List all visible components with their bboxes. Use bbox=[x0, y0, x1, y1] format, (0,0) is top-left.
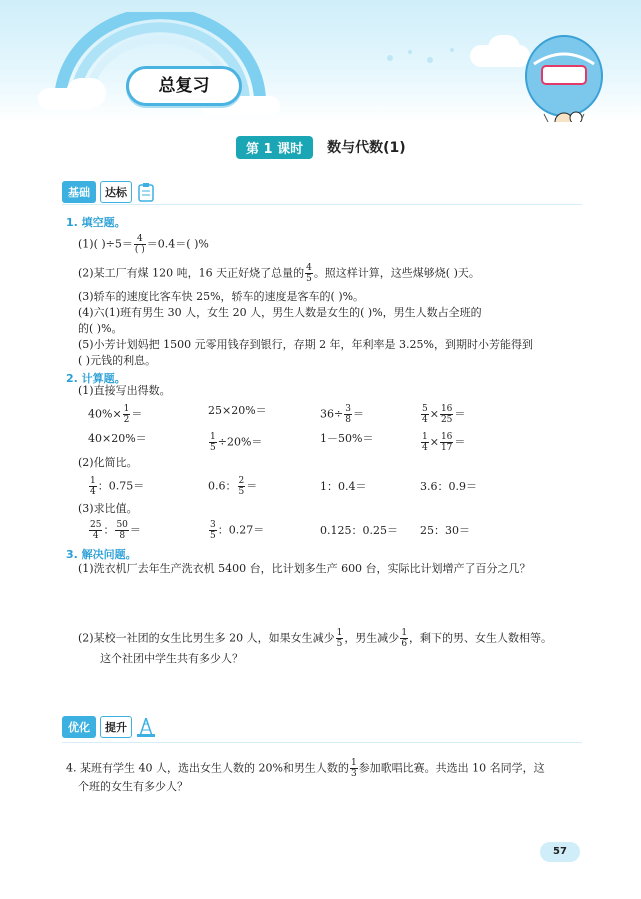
question-line: (5)小芳计划妈把 1500 元零用钱存到银行，存期 2 年，年利率是 3.25%，到期时小芳能得到 bbox=[78, 338, 533, 351]
clipboard-icon bbox=[136, 182, 156, 202]
question-line: 的( )%。 bbox=[78, 322, 123, 335]
question-line: ( )元钱的利息。 bbox=[78, 354, 157, 367]
lesson-header bbox=[236, 136, 406, 158]
section-tag-label: 达标 bbox=[100, 181, 132, 203]
calc-item: 40%× $\frac{1}{2}$ ＝ bbox=[88, 404, 143, 425]
question-line: (1)( )÷5＝ $\frac{4}{( )}$ ＝0.4＝( )% bbox=[78, 234, 209, 255]
question-heading: 2. 计算题。 bbox=[66, 372, 126, 385]
calc-item: 25：30＝ bbox=[420, 524, 470, 537]
calc-item: 36÷ $\frac{3}{8}$ ＝ bbox=[320, 404, 364, 425]
lesson-title: 数与代数(1) bbox=[327, 140, 406, 156]
ladder-icon bbox=[136, 716, 156, 738]
section-tag-label: 优化 bbox=[62, 716, 96, 738]
calc-item: 0.125：0.25＝ bbox=[320, 524, 398, 537]
section-basic-tag bbox=[62, 181, 156, 203]
section-advance-tag bbox=[62, 716, 156, 738]
balloon-mascot-icon bbox=[522, 34, 622, 122]
question-heading: 1. 填空题。 bbox=[66, 216, 126, 229]
page-number: 57 bbox=[540, 842, 580, 862]
question-line: (1)洗衣机厂去年生产洗衣机 5400 台，比计划多生产 600 台，实际比计划增产了百分之几？ bbox=[78, 562, 531, 575]
lesson-badge: 第 1 课时 bbox=[236, 136, 313, 159]
section-divider bbox=[62, 742, 582, 743]
question-line: 4. 某班有学生 40 人，选出女生人数的 20%和男生人数的 $\frac{1}{3}$ 参加歌唱比赛。共选出 10 名同学，这 bbox=[66, 758, 545, 779]
subquestion-label: (3)求比值。 bbox=[78, 502, 138, 515]
page-title: 总复习 bbox=[126, 66, 242, 106]
calc-item: 25×20%＝ bbox=[208, 404, 267, 417]
calc-item: $\frac{5}{4}$ × $\frac{16}{25}$ ＝ bbox=[422, 404, 466, 425]
calc-item: 1：0.4＝ bbox=[320, 480, 367, 493]
calc-item: 0.6： $\frac{2}{5}$ ＝ bbox=[208, 476, 258, 497]
calc-item: $\frac{1}{4}$ ：0.75＝ bbox=[90, 476, 145, 497]
question-line: (2)某校一社团的女生比男生多 20 人，如果女生减少 $\frac{1}{5}$ ，男生减少 $\frac{1}{6}$ ，剩下的男、女生人数相等。 bbox=[78, 628, 553, 649]
section-tag-label: 基础 bbox=[62, 181, 96, 203]
page-header bbox=[0, 0, 641, 122]
section-divider bbox=[62, 204, 582, 205]
question-heading: 3. 解决问题。 bbox=[66, 548, 137, 561]
section-tag-label: 提升 bbox=[100, 716, 132, 738]
cloud-decoration bbox=[488, 35, 520, 61]
calc-item: $\frac{1}{5}$ ÷20%＝ bbox=[210, 432, 263, 453]
calc-item: $\frac{3}{5}$ ：0.27＝ bbox=[210, 520, 265, 541]
calc-item: $\frac{1}{4}$ × $\frac{16}{17}$ ＝ bbox=[422, 432, 466, 453]
dots-decoration bbox=[380, 38, 480, 78]
question-line: 这个社团中学生共有多少人？ bbox=[100, 652, 243, 665]
cloud-decoration bbox=[66, 78, 106, 108]
calc-item: $\frac{25}{4}$ ： $\frac{50}{8}$ ＝ bbox=[90, 520, 141, 541]
calc-item: 40×20%＝ bbox=[88, 432, 147, 445]
calc-item: 1－50%＝ bbox=[320, 432, 374, 445]
question-line: (4)六(1)班有男生 30 人，女生 20 人，男生人数是女生的( )%，男生人数占全班的 bbox=[78, 306, 482, 319]
subquestion-label: (2)化简比。 bbox=[78, 456, 138, 469]
question-line: (3)轿车的速度比客车快 25%，轿车的速度是客车的( )%。 bbox=[78, 290, 365, 303]
question-line: 个班的女生有多少人？ bbox=[78, 780, 188, 793]
question-line: (2)某工厂有煤 120 吨，16 天正好烧了总量的 $\frac{4}{5}$ 。照这样计算，这些煤够烧( )天。 bbox=[78, 263, 480, 284]
calc-item: 3.6：0.9＝ bbox=[420, 480, 477, 493]
subquestion-label: (1)直接写出得数。 bbox=[78, 384, 171, 397]
